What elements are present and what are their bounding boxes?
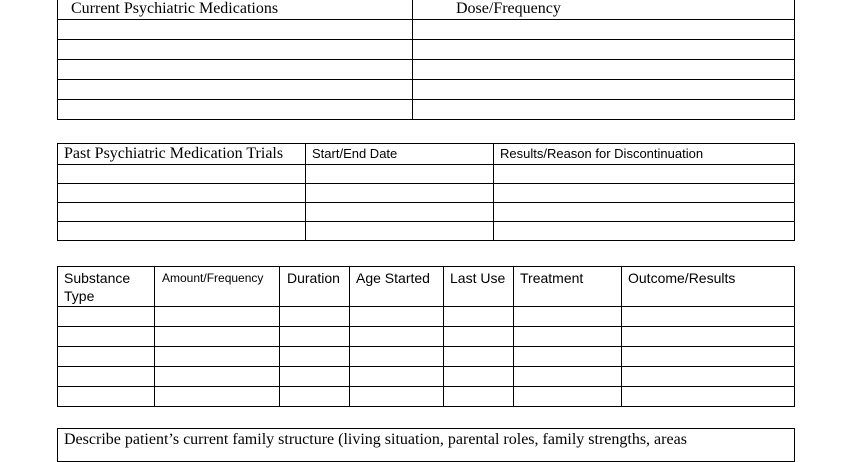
last-use-cell[interactable] [444, 347, 514, 367]
last-use-cell[interactable] [444, 387, 514, 407]
table-row [58, 80, 795, 100]
table-header-row [58, 267, 795, 307]
age-cell[interactable] [350, 347, 444, 367]
treatment-cell[interactable] [514, 347, 622, 367]
results-cell[interactable] [494, 203, 795, 222]
amount-cell[interactable] [155, 367, 280, 387]
amount-frequency-header: Amount/Frequency [155, 267, 280, 307]
treatment-cell[interactable] [514, 367, 622, 387]
date-cell[interactable] [306, 222, 494, 241]
table-row [58, 307, 795, 327]
duration-cell[interactable] [280, 367, 350, 387]
table-row [58, 60, 795, 80]
dose-cell[interactable] [413, 100, 795, 120]
substance-cell[interactable] [58, 367, 155, 387]
duration-cell[interactable] [280, 347, 350, 367]
age-started-header: Age Started [350, 267, 444, 307]
current-medications-header: Current Psychiatric Medications [58, 0, 413, 20]
last-use-cell[interactable] [444, 307, 514, 327]
treatment-cell[interactable] [514, 387, 622, 407]
amount-cell[interactable] [155, 307, 280, 327]
table-row [58, 100, 795, 120]
past-trials-header: Past Psychiatric Medication Trials [58, 144, 306, 165]
substance-use-table [57, 266, 795, 407]
treatment-cell[interactable] [514, 307, 622, 327]
dose-cell[interactable] [413, 80, 795, 100]
treatment-header: Treatment [514, 267, 622, 307]
outcome-cell[interactable] [622, 387, 795, 407]
outcome-cell[interactable] [622, 307, 795, 327]
medication-cell[interactable] [58, 40, 413, 60]
date-cell[interactable] [306, 165, 494, 184]
dose-frequency-header: Dose/Frequency [413, 0, 795, 20]
age-cell[interactable] [350, 367, 444, 387]
trial-cell[interactable] [58, 184, 306, 203]
last-use-cell[interactable] [444, 367, 514, 387]
table-header-row [58, 144, 795, 165]
substance-cell[interactable] [58, 327, 155, 347]
medication-cell[interactable] [58, 60, 413, 80]
results-cell[interactable] [494, 222, 795, 241]
outcome-cell[interactable] [622, 347, 795, 367]
duration-cell[interactable] [280, 387, 350, 407]
table-header-row [58, 0, 795, 20]
medication-cell[interactable] [58, 80, 413, 100]
medication-cell[interactable] [58, 20, 413, 40]
table-row [58, 327, 795, 347]
outcome-results-header: Outcome/Results [622, 267, 795, 307]
last-use-cell[interactable] [444, 327, 514, 347]
duration-cell[interactable] [280, 327, 350, 347]
table-row [58, 347, 795, 367]
dose-cell[interactable] [413, 40, 795, 60]
trial-cell[interactable] [58, 222, 306, 241]
results-cell[interactable] [494, 165, 795, 184]
table-row [58, 387, 795, 407]
table-row [58, 367, 795, 387]
substance-type-header: Substance Type [58, 267, 155, 307]
dose-cell[interactable] [413, 60, 795, 80]
duration-cell[interactable] [280, 307, 350, 327]
age-cell[interactable] [350, 307, 444, 327]
date-cell[interactable] [306, 203, 494, 222]
family-structure-prompt[interactable]: Describe patient’s current family structure (living situation, parental roles, family strengths, areas [58, 429, 795, 462]
results-reason-header: Results/Reason for Discontinuation [494, 144, 795, 165]
amount-cell[interactable] [155, 387, 280, 407]
family-structure-table [57, 428, 795, 462]
outcome-cell[interactable] [622, 327, 795, 347]
amount-cell[interactable] [155, 327, 280, 347]
table-row [58, 20, 795, 40]
outcome-cell[interactable] [622, 367, 795, 387]
duration-header: Duration [280, 267, 350, 307]
table-row [58, 40, 795, 60]
table-row [58, 165, 795, 184]
dose-cell[interactable] [413, 20, 795, 40]
trial-cell[interactable] [58, 203, 306, 222]
last-use-header: Last Use [444, 267, 514, 307]
age-cell[interactable] [350, 387, 444, 407]
treatment-cell[interactable] [514, 327, 622, 347]
medication-cell[interactable] [58, 100, 413, 120]
trial-cell[interactable] [58, 165, 306, 184]
age-cell[interactable] [350, 327, 444, 347]
table-row [58, 184, 795, 203]
table-row [58, 203, 795, 222]
amount-cell[interactable] [155, 347, 280, 367]
substance-cell[interactable] [58, 307, 155, 327]
past-medication-trials-table [57, 143, 795, 241]
results-cell[interactable] [494, 184, 795, 203]
start-end-date-header: Start/End Date [306, 144, 494, 165]
table-row [58, 222, 795, 241]
table-row [58, 429, 795, 462]
substance-cell[interactable] [58, 387, 155, 407]
current-medications-table [57, 0, 795, 120]
date-cell[interactable] [306, 184, 494, 203]
substance-cell[interactable] [58, 347, 155, 367]
